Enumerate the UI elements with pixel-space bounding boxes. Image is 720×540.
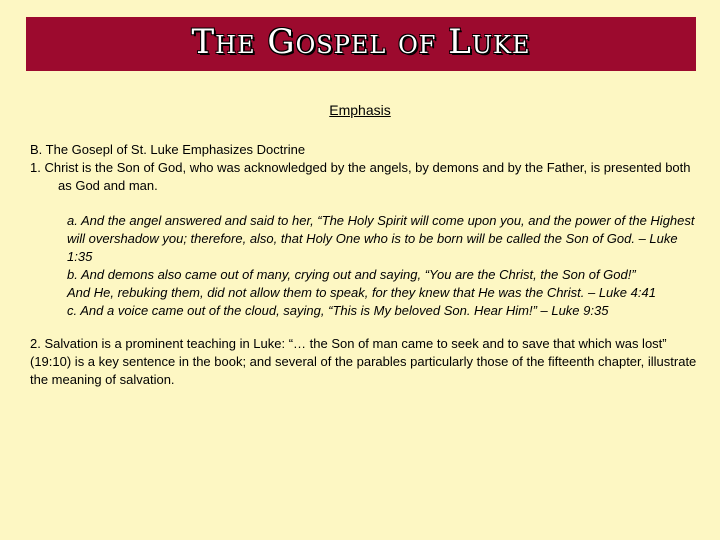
quote-c: c. And a voice came out of the cloud, saying, “This is My beloved Son. Hear Him!” – Luke 9:35 [67,303,609,318]
quote-b: b. And demons also came out of many, crying out and saying, “You are the Christ, the Son of God!” [67,267,636,282]
content-body [30,141,702,389]
quote-a: a. And the angel answered and said to her, “The Holy Spirit will come upon you, and the power of the Highest will overshadow you; therefore, also, that Holy One who is to be born will be called the Son of God. – Luke 1:35 [67,213,695,264]
quote-b-continued: And He, rebuking them, did not allow them to speak, for they knew that He was the Christ. – Luke 4:41 [67,285,656,300]
spacer [30,320,702,335]
title-bar [26,17,696,71]
section-title: B. The Gosepl of St. Luke Emphasizes Doctrine [30,142,306,157]
scripture-quotes [30,212,702,320]
heading [0,101,720,119]
point-1: 1. Christ is the Son of God, who was acknowledged by the angels, by demons and by the Father, is presented both as God and man. [30,160,691,193]
point-2: 2. Salvation is a prominent teaching in Luke: “… the Son of man came to seek and to save that which was lost” (19:10) is a key sentence in the book; and several of the parables particularly those of the fifteenth chapter, illustrate the meaning of salvation. [30,336,697,387]
slide-title: The Gospel of Luke [191,22,531,62]
heading-text: Emphasis [329,102,391,118]
